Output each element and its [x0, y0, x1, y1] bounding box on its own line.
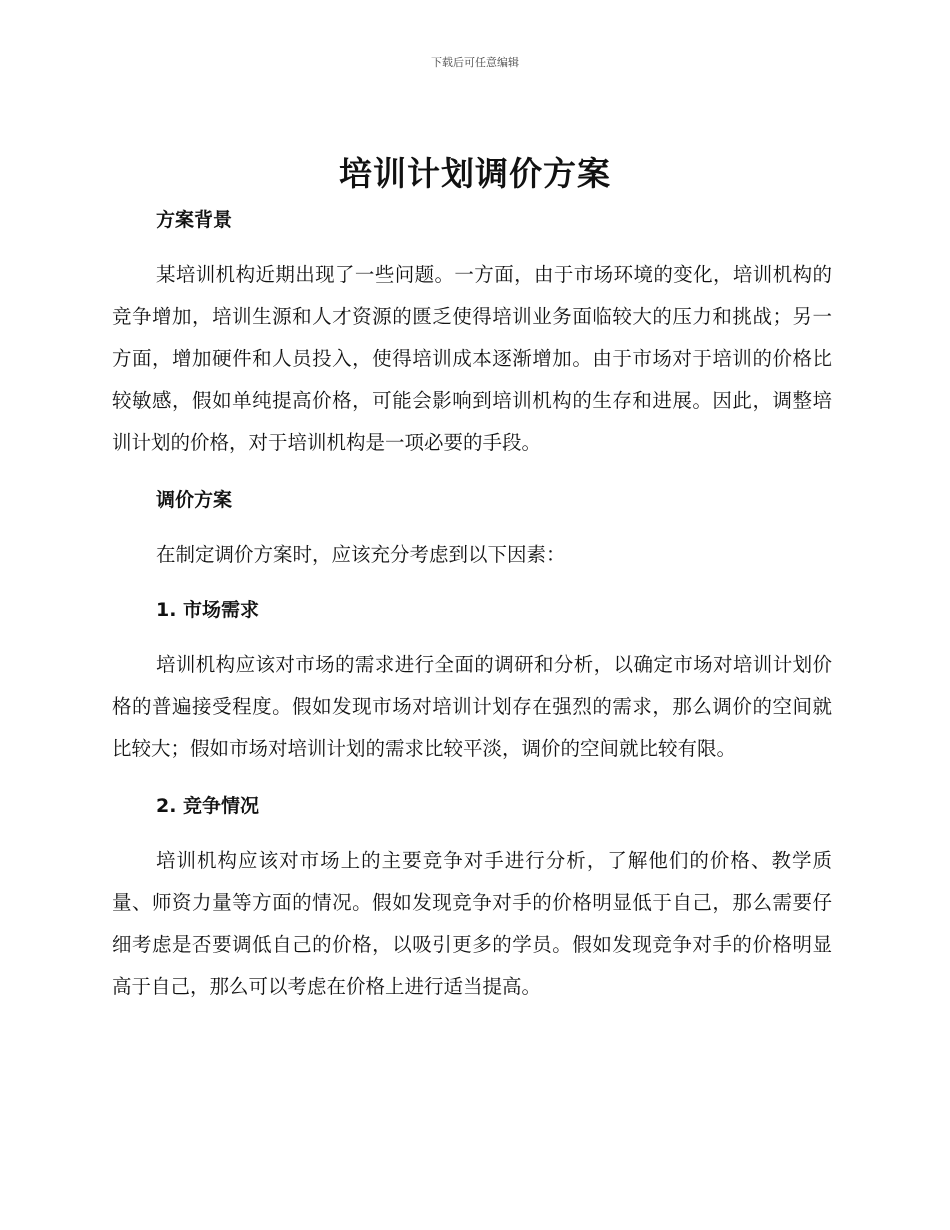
document-body — [112, 200, 832, 1008]
competition-paragraph: 培训机构应该对市场上的主要竞争对手进行分析，了解他们的价格、教学质量、师资力量等方面的情况。假如发现竞争对手的价格明显低于自己，那么需要仔细考虑是否要调低自己的价格，以吸引更多的学员。假如发现竞争对手的价格明显高于自己，那么可以考虑在价格上进行适当提高。 — [112, 849, 832, 998]
factor-heading-competition: 2. 竞争情况 — [156, 795, 260, 817]
market-demand-paragraph: 培训机构应该对市场的需求进行全面的调研和分析，以确定市场对培训计划价格的普遍接受程度。假如发现市场对培训计划存在强烈的需求，那么调价的空间就比较大；假如市场对培训计划的需求比较平淡，调价的空间就比较有限。 — [112, 653, 832, 760]
section-heading-plan: 调价方案 — [156, 489, 233, 511]
background-paragraph: 某培训机构近期出现了一些问题。一方面，由于市场环境的变化，培训机构的竞争增加，培训生源和人才资源的匮乏使得培训业务面临较大的压力和挑战；另一方面，增加硬件和人员投入，使得培训成本逐渐增加。由于市场对于培训的价格比较敏感，假如单纯提高价格，可能会影响到培训机构的生存和进展。因此，调整培训计划的价格，对于培训机构是一项必要的手段。 — [112, 263, 832, 454]
section-heading-background: 方案背景 — [156, 209, 233, 231]
plan-intro-paragraph: 在制定调价方案时，应该充分考虑到以下因素： — [156, 543, 566, 566]
page-title: 培训计划调价方案 — [339, 154, 611, 193]
factor-heading-market-demand: 1. 市场需求 — [156, 599, 260, 621]
header-note: 下载后可任意编辑 — [431, 56, 519, 69]
